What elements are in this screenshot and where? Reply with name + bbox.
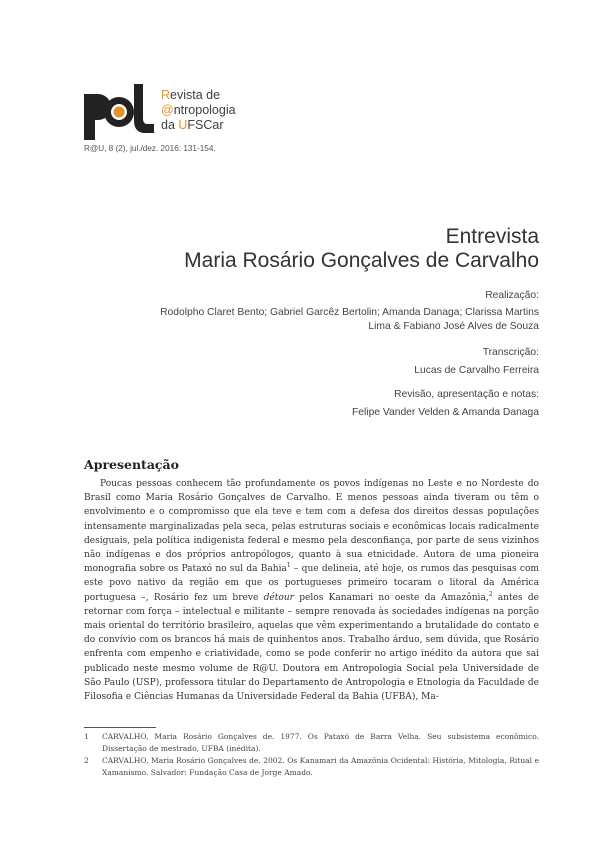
transcricao-name: Lucas de Carvalho Ferreira <box>414 365 539 376</box>
journal-line-2: @ntropologia <box>161 103 236 117</box>
footnote-ref-1[interactable]: 1 <box>286 562 291 570</box>
realizacao-names-2: Lima & Fabiano José Alves de Souza <box>368 321 539 332</box>
realizacao-label: Realização: <box>485 290 539 301</box>
footnote-2: 2 CARVALHO, Maria Rosário Gonçalves de. 2002. Os Kanamari da Amazônia Ocidental: História, Mitologia, Ritual e Xamanismo. Salvador: Fundação Casa de Jorge Amado. <box>84 756 539 777</box>
revisao-label: Revisão, apresentação e notas: <box>394 389 539 400</box>
journal-name <box>161 88 236 133</box>
footnote-1: 1 CARVALHO, Maria Rosário Gonçalves de. 1977. Os Pataxó de Barra Velha. Seu subsistema econômico. Dissertação de mestrado, UFBA (inédita). <box>84 732 539 753</box>
journal-line-3: da UFSCar <box>161 118 224 132</box>
journal-line-1: Revista de <box>161 88 221 102</box>
section-heading: Apresentação <box>84 457 179 472</box>
footnote-ref-2[interactable]: 2 <box>488 590 493 598</box>
revisao-names: Felipe Vander Velden & Amanda Danaga <box>351 407 539 418</box>
citation: R@U, 8 (2), jul./dez. 2016: 131-154. <box>84 144 216 153</box>
footnote-divider <box>84 727 156 728</box>
page-title <box>184 225 539 273</box>
journal-logo <box>84 84 154 140</box>
body-paragraph: Poucas pessoas conhecem tão profundamente os povos indígenas no Leste e no Nordeste do Brasil como Maria Rosário Gonçalves de Carvalho. E menos pessoas ainda tiveram ou têm o envolvimento e o compromisso que ela teve e tem com a defesa dos direitos dessas populações intensamente marginalizadas pela seca, pelas estruturas sociais e econômicas locais radicalmente desiguais, pela política indigenista federal e mesmo pela desconfiança, por parte de seus vizinhos não indígenas e dos próprios antropólogos, quanto à sua etnicidade. Autora de uma pioneira monografia sobre os Pataxó no sul da Bahia$^1$ – que delineia, até hoje, os rumos das pesquisas com este povo nativo da região em que os portugueses primeiro tocaram o litoral da América portuguesa –, Rosário fez um breve détour pelos Kanamari no oeste da Amazônia,$^2$ antes de retornar com força – intelectual e militante – sempre renovada às sociedades indígenas na porção mais oriental do território brasileiro, aquelas que vêm experimentando a brutalidade do contato e do convívio com os brancos há mais de quinhentos anos. Trabalho árduo, sem dúvida, que Rosário enfrenta com empenho e criatividade, como se pode conferir no artigo inédito da autora que sai publicado neste mesmo volume de R@U. Doutora em Antropologia Social pela Universidade de São Paulo (USP), professora titular do Departamento de Antropologia e Etnologia da Faculdade de Filosofia e Ciências Humanas da Universidade Federal da Bahia (UFBA), Ma- <box>84 479 539 703</box>
r-at-u-logo-icon <box>84 84 154 140</box>
transcricao-label: Transcrição: <box>482 347 539 358</box>
title-line-2: Maria Rosário Gonçalves de Carvalho <box>184 249 539 272</box>
realizacao-names-1: Rodolpho Claret Bento; Gabriel Garcêz Bertolin; Amanda Danaga; Clarissa Martins <box>160 307 539 318</box>
title-line-1: Entrevista <box>445 225 539 248</box>
